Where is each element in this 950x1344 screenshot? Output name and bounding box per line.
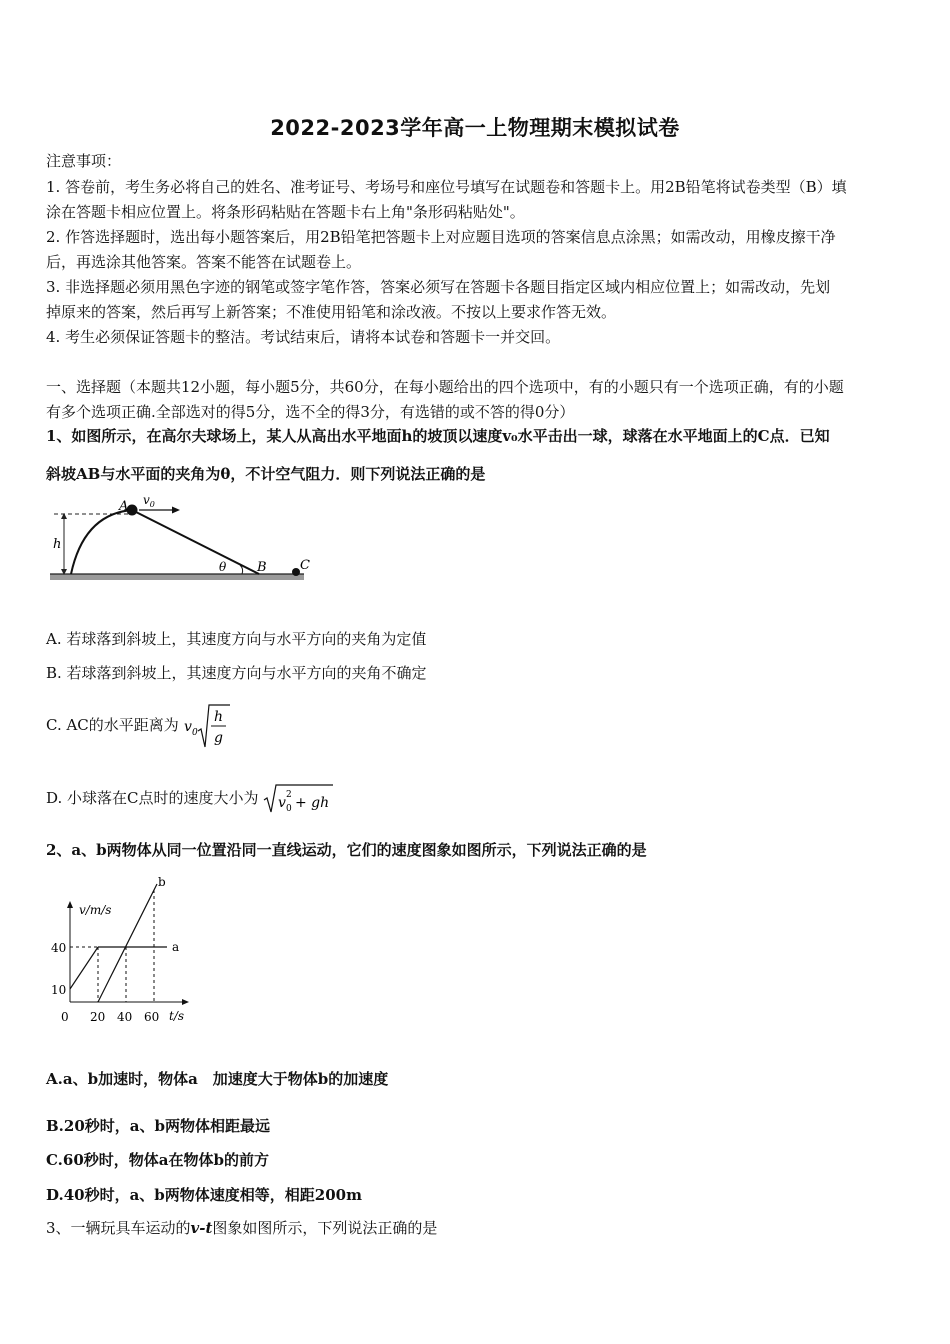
q1-option-b: B. 若球落到斜坡上，其速度方向与水平方向的夹角不确定	[46, 664, 427, 682]
formula-sqrt-v0sq-plus-gh	[263, 782, 335, 816]
q2-option-a: A.a、b加速时，物体a 加速度大于物体b的加速度	[46, 1070, 389, 1088]
slope-figure	[44, 490, 319, 590]
series-b-label: b	[158, 875, 166, 889]
notice-line: 涂在答题卡相应位置上。将条形码粘贴在答题卡右上角"条形码粘贴处"。	[46, 203, 525, 221]
notice-line: 后，再选涂其他答案。答案不能答在试题卷上。	[46, 253, 362, 271]
svg-text:v: v	[183, 719, 192, 735]
formula-v0-sqrt-h-over-g	[184, 701, 232, 751]
question-3-stem: 3、一辆玩具车运动的v-t图象如图所示，下列说法正确的是	[46, 1219, 438, 1237]
q1-option-d	[46, 780, 335, 816]
q2-option-b: B.20秒时，a、b两物体相距最远	[46, 1117, 270, 1135]
point-c-icon	[292, 568, 300, 576]
q1-option-c-text: C. AC的水平距离为	[46, 716, 179, 734]
notice-line: 掉原来的答案，然后再写上新答案；不准使用铅笔和涂改液。不按以上要求作答无效。	[46, 303, 617, 321]
x-tick: 20	[90, 1010, 106, 1024]
label-v0: $v_0$	[143, 493, 155, 509]
svg-text:h: h	[213, 709, 223, 725]
question-1-stem: 1、如图所示，在高尔夫球场上，某人从高出水平地面h的坡顶以速度v₀水平击出一球，球落在水平地面上的C点．已知	[46, 427, 830, 445]
q2-option-c: C.60秒时，物体a在物体b的前方	[46, 1151, 269, 1169]
series-b	[98, 884, 157, 1002]
svg-text:g: g	[213, 730, 223, 746]
notice-line: 1. 答卷前，考生务必将自己的姓名、准考证号、考场号和座位号填写在试题卷和答题卡上。用2B铅笔将试卷类型（B）填	[46, 178, 847, 196]
question-2-stem: 2、a、b两物体从同一位置沿同一直线运动，它们的速度图象如图所示，下列说法正确的是	[46, 841, 647, 859]
q2-option-d: D.40秒时，a、b两物体速度相等，相距200m	[46, 1186, 362, 1204]
y-tick: 40	[51, 941, 67, 955]
v-axis-arrowhead	[67, 901, 73, 908]
v-axis-label: v/m/s	[79, 903, 112, 917]
q1-option-a: A. 若球落到斜坡上，其速度方向与水平方向的夹角为定值	[46, 630, 427, 648]
q1-option-d-text: D. 小球落在C点时的速度大小为	[46, 789, 259, 807]
velocity-arrowhead	[172, 507, 180, 514]
x-tick: 60	[144, 1010, 160, 1024]
series-a-rise	[70, 947, 98, 989]
svg-text:+ gh: + gh	[295, 795, 330, 811]
vt-graph	[44, 870, 204, 1030]
label-a: A	[119, 499, 129, 514]
x-tick: 0	[61, 1010, 69, 1024]
notice-heading: 注意事项：	[46, 152, 122, 170]
label-h: h	[53, 537, 62, 552]
notice-line: 2. 作答选择题时，选出每小题答案后，用2B铅笔把答题卡上对应题目选项的答案信息点涂黑；如需改动，用橡皮擦干净	[46, 228, 836, 246]
section-heading: 有多个选项正确.全部选对的得5分，选不全的得3分，有选错的或不答的得0分）	[46, 403, 575, 421]
t-axis-label: t/s	[169, 1009, 185, 1023]
series-a-label: a	[172, 940, 180, 954]
label-c: C	[300, 558, 310, 573]
svg-text:v: v	[278, 795, 287, 811]
notice-line: 3. 非选择题必须用黑色字迹的钢笔或签字笔作答，答案必须写在答题卡各题目指定区域内相应位置上；如需改动，先划	[46, 278, 831, 296]
slope-ab	[132, 510, 259, 574]
x-tick: 40	[117, 1010, 133, 1024]
y-tick: 10	[51, 983, 67, 997]
label-theta: θ	[219, 560, 227, 574]
hill-curve	[71, 510, 132, 574]
svg-text:2: 2	[286, 790, 293, 800]
svg-text:0: 0	[191, 728, 198, 738]
notice-line: 4. 考生必须保证答题卡的整洁。考试结束后，请将本试卷和答题卡一并交回。	[46, 328, 561, 346]
page-title: 2022-2023学年高一上物理期末模拟试卷	[270, 116, 680, 140]
t-axis-arrowhead	[182, 999, 189, 1005]
svg-text:0: 0	[286, 804, 293, 814]
q1-option-c	[46, 700, 232, 750]
label-b: B	[257, 560, 267, 575]
question-1-stem: 斜坡AB与水平面的夹角为θ，不计空气阻力．则下列说法正确的是	[46, 465, 486, 483]
section-heading: 一、选择题（本题共12小题，每小题5分，共60分，在每小题给出的四个选项中，有的小题只有一个选项正确，有的小题	[46, 378, 844, 396]
